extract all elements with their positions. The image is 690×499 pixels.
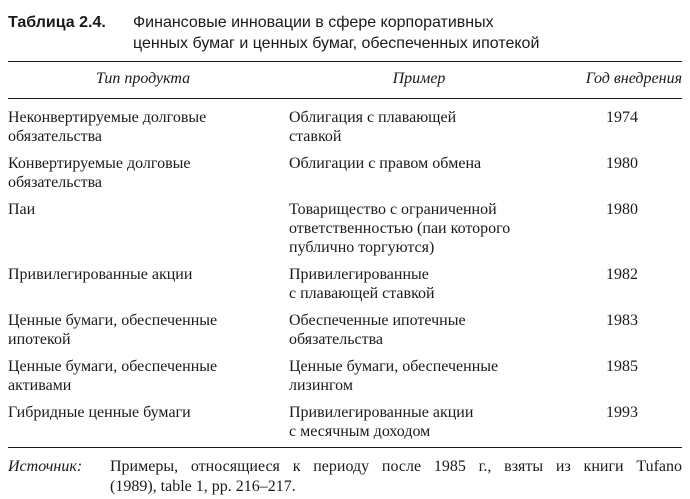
source-text-line-2: (1989), table 1, pp. 216–217. xyxy=(110,478,296,495)
cell-year: 1982 xyxy=(606,266,638,283)
cell-product: Конвертируемые долговые обязательства xyxy=(8,155,191,191)
cell-year: 1980 xyxy=(606,201,638,218)
cell-example: Привилегированные акции с месячным доходом xyxy=(289,404,474,440)
cell-product: Неконвертируемые долговые обязательства xyxy=(8,109,207,145)
cell-example: Привилегированные с плавающей ставкой xyxy=(289,266,435,302)
cell-product: Привилегированные акции xyxy=(8,266,193,283)
table-title-line-1: Финансовые инновации в сфере корпоративных xyxy=(133,14,494,31)
table-top-rule xyxy=(8,61,682,62)
cell-product: Ценные бумаги, обеспеченные ипотекой xyxy=(8,312,218,348)
cell-example: Облигация с плавающей ставкой xyxy=(289,109,457,145)
source-label: Источник: xyxy=(8,458,83,475)
cell-product: Паи xyxy=(8,201,36,218)
source-text xyxy=(110,457,682,497)
header-year: Год внедрения xyxy=(585,70,682,87)
cell-example: Облигации с правом обмена xyxy=(289,155,482,172)
cell-example: Ценные бумаги, обеспеченные лизингом xyxy=(289,358,499,394)
cell-year: 1985 xyxy=(606,358,638,375)
cell-example: Товарищество с ограниченной ответственностью (паи которого публично торгуются) xyxy=(289,201,511,256)
table-title xyxy=(133,12,673,54)
cell-year: 1980 xyxy=(606,155,638,172)
cell-year: 1993 xyxy=(606,404,638,421)
table-bottom-rule xyxy=(8,447,682,448)
table-header-rule xyxy=(8,98,682,99)
source-text-line-1: Примеры, относящиеся к периоду после 1985 г., взяты из книги Tufano xyxy=(110,458,682,475)
cell-year: 1983 xyxy=(606,312,638,329)
cell-year: 1974 xyxy=(606,109,638,126)
header-example: Пример xyxy=(392,70,446,87)
cell-product: Гибридные ценные бумаги xyxy=(8,404,191,421)
header-product-type: Тип продукта xyxy=(95,70,191,87)
cell-example: Обеспеченные ипотечные обязательства xyxy=(289,312,466,348)
cell-product: Ценные бумаги, обеспеченные активами xyxy=(8,358,218,394)
table-title-line-2: ценных бумаг и ценных бумаг, обеспеченных ипотекой xyxy=(133,35,540,52)
table-number: Таблица 2.4. xyxy=(8,14,106,31)
